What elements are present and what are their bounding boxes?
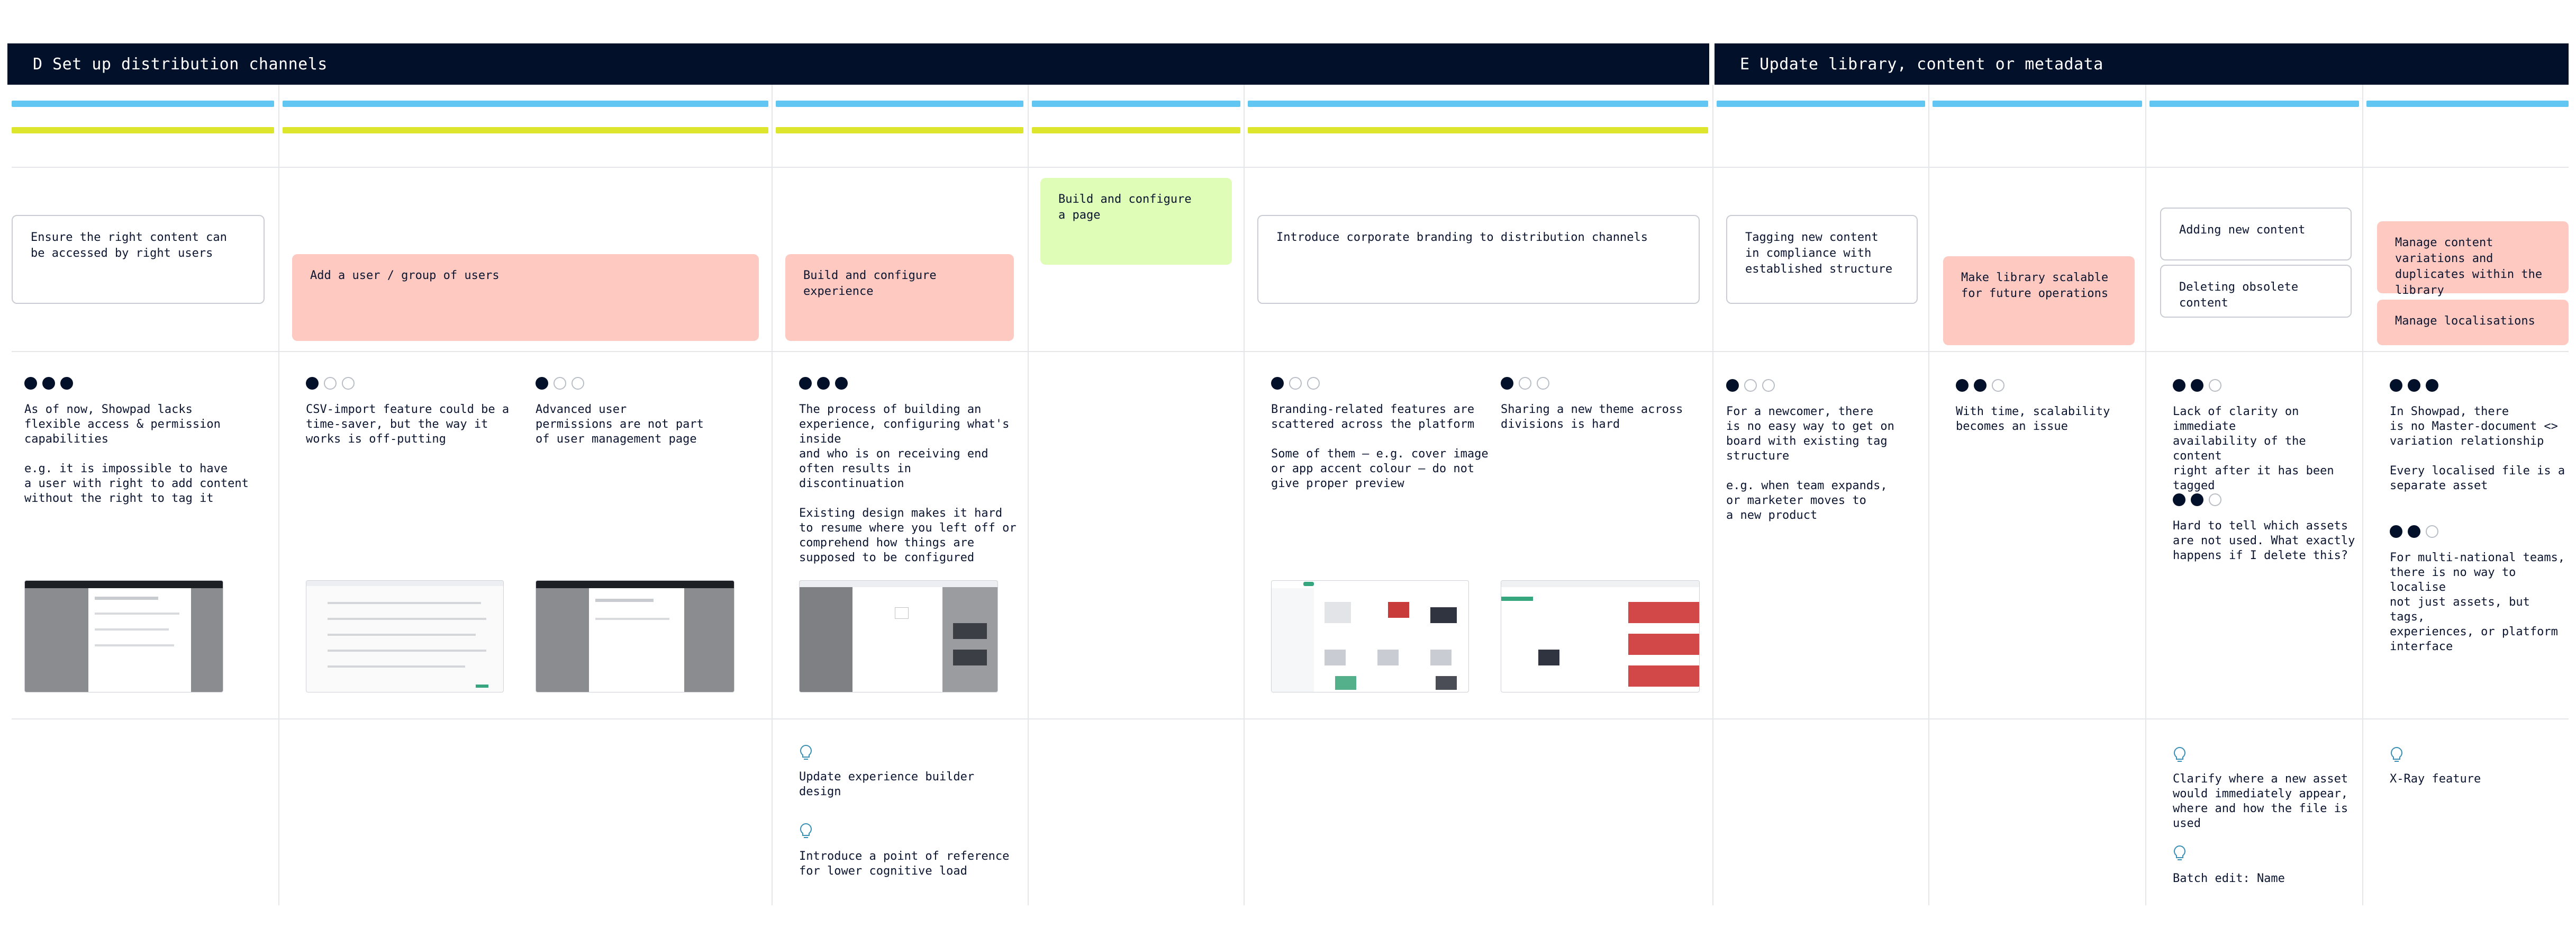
severity-dot-filled [2173, 493, 2185, 506]
pain-point-text: Lack of clarity on immediate availability of the content right after it has been tagged [2173, 405, 2334, 492]
severity-dot-empty [1537, 377, 1549, 390]
severity-dot-empty [1744, 379, 1757, 392]
severity-rating [1956, 379, 2004, 392]
severity-rating [799, 377, 848, 390]
phase-bar-blue [1032, 101, 1240, 107]
idea-text: Introduce a point of reference for lower cognitive load [799, 850, 1010, 878]
pain-point-text: Branding-related features are scattered across the platform Some of them — e.g. cover image or app accent colour — do not give proper preview [1271, 403, 1489, 490]
severity-dot-empty [572, 377, 584, 390]
section-title-d: D Set up distribution channels [33, 55, 328, 74]
goal-card: Add a user / group of users [292, 254, 759, 341]
idea-text: Clarify where a new asset would immediately appear, where and how the file is used [2173, 772, 2348, 830]
pain-point-text: For multi-national teams, there is no way to localise not just assets, but tags, experiences, or platform interface [2390, 551, 2565, 653]
screenshot-thumbnail[interactable] [1501, 580, 1700, 692]
goal-card: Manage content variations and duplicates within the library [2377, 221, 2569, 293]
row-divider [12, 167, 2569, 168]
screenshot-thumbnail[interactable] [1271, 580, 1469, 692]
column-divider [2362, 85, 2363, 905]
row-divider [12, 351, 2569, 352]
pain-point-text: The process of building an experience, configuring what's inside and who is on receiving end often results in discontinuation Existing design makes it hard to resume where you left off or comprehend how things are supposed to be configured [799, 403, 1017, 564]
pain-point-text: Sharing a new theme across divisions is hard [1501, 403, 1683, 431]
severity-dot-empty [1762, 379, 1775, 392]
goal-card: Adding new content [2160, 208, 2352, 260]
phase-bar-yellow [12, 127, 274, 133]
phase-bar-blue [776, 101, 1023, 107]
severity-rating [1271, 377, 1320, 390]
severity-dot-filled [1726, 379, 1739, 392]
severity-rating [2173, 493, 2221, 506]
severity-rating [2390, 525, 2438, 538]
severity-dot-filled [60, 377, 73, 390]
section-header-d [7, 43, 1709, 85]
phase-bar-yellow [1248, 127, 1708, 133]
idea-text: Batch edit: Name [2173, 872, 2285, 885]
column-divider [2145, 85, 2146, 905]
phase-bar-blue [1933, 101, 2142, 107]
severity-rating [536, 377, 584, 390]
severity-dot-empty [1519, 377, 1531, 390]
severity-dot-filled [2390, 379, 2402, 392]
column-divider [772, 85, 773, 905]
severity-rating [2390, 379, 2438, 392]
severity-dot-filled [2408, 379, 2420, 392]
goal-card: Make library scalable for future operations [1943, 256, 2135, 345]
severity-rating [1726, 379, 1775, 392]
severity-dot-empty [1992, 379, 2004, 392]
phase-bar-blue [1248, 101, 1708, 107]
column-divider [1712, 85, 1713, 905]
severity-rating [306, 377, 355, 390]
pain-point-text: In Showpad, there is no Master-document <> variation relationship Every localised file is a separate asset [2390, 405, 2565, 492]
severity-dot-filled [2426, 379, 2438, 392]
severity-dot-filled [2191, 379, 2203, 392]
severity-dot-filled [1271, 377, 1284, 390]
severity-dot-filled [2408, 525, 2420, 538]
severity-dot-filled [2173, 379, 2185, 392]
severity-dot-filled [42, 377, 55, 390]
column-divider [1928, 85, 1929, 905]
severity-dot-empty [2209, 379, 2221, 392]
row-divider [12, 718, 2569, 719]
lightbulb-icon [2173, 845, 2187, 863]
lightbulb-icon [2390, 746, 2403, 764]
phase-bar-blue [12, 101, 274, 107]
pain-point-text: As of now, Showpad lacks flexible access & permission capabilities e.g. it is impossible to have a user with right to add content without the right to tag it [24, 403, 249, 505]
severity-dot-filled [306, 377, 319, 390]
goal-card: Ensure the right content can be accessed by right users [12, 215, 265, 304]
severity-dot-filled [1956, 379, 1969, 392]
pain-point-text: With time, scalability becomes an issue [1956, 405, 2110, 433]
severity-dot-filled [1501, 377, 1513, 390]
severity-dot-filled [1974, 379, 1987, 392]
severity-rating [2173, 379, 2221, 392]
severity-dot-empty [324, 377, 337, 390]
lightbulb-icon [799, 823, 813, 841]
goal-card: Manage localisations [2377, 300, 2569, 345]
pain-point-text: Advanced user permissions are not part of user management page [536, 403, 704, 446]
idea-text: X-Ray feature [2390, 772, 2481, 786]
severity-dot-empty [342, 377, 355, 390]
goal-card: Deleting obsolete content [2160, 265, 2352, 318]
column-divider [1244, 85, 1245, 905]
pain-point-text: Hard to tell which assets are not used. What exactly happens if I delete this? [2173, 519, 2355, 562]
severity-dot-empty [554, 377, 566, 390]
phase-bar-blue [2149, 101, 2359, 107]
severity-dot-filled [817, 377, 830, 390]
column-divider [1028, 85, 1029, 905]
severity-dot-empty [2426, 525, 2438, 538]
lightbulb-icon [2173, 746, 2187, 764]
severity-dot-filled [835, 377, 848, 390]
phase-bar-yellow [1032, 127, 1240, 133]
phase-bar-blue [2366, 101, 2569, 107]
section-header-e [1715, 43, 2569, 85]
goal-card: Build and configure a page [1040, 178, 1232, 265]
goal-card: Introduce corporate branding to distribution channels [1257, 215, 1700, 304]
severity-dot-filled [24, 377, 37, 390]
severity-dot-filled [536, 377, 548, 390]
section-title-e: E Update library, content or metadata [1740, 55, 2103, 74]
severity-dot-filled [2390, 525, 2402, 538]
goal-card: Build and configure experience [785, 254, 1014, 341]
severity-dot-filled [2191, 493, 2203, 506]
severity-dot-empty [1307, 377, 1320, 390]
column-divider [278, 85, 279, 905]
lightbulb-icon [799, 744, 813, 762]
phase-bar-blue [1717, 101, 1925, 107]
severity-dot-empty [2209, 493, 2221, 506]
screenshot-thumbnail[interactable] [306, 580, 504, 692]
severity-rating [24, 377, 73, 390]
goal-card: Tagging new content in compliance with established structure [1726, 215, 1918, 304]
phase-bar-blue [283, 101, 768, 107]
pain-point-text: For a newcomer, there is no easy way to get on board with existing tag structure e.g. when team expands, or marketer moves to a new product [1726, 405, 1894, 522]
idea-text: Update experience builder design [799, 770, 975, 798]
screenshot-thumbnail[interactable] [24, 580, 223, 692]
severity-dot-empty [1289, 377, 1302, 390]
phase-bar-yellow [283, 127, 768, 133]
pain-point-text: CSV-import feature could be a time-saver, but the way it works is off-putting [306, 403, 510, 446]
phase-bar-yellow [776, 127, 1023, 133]
severity-dot-filled [799, 377, 812, 390]
severity-rating [1501, 377, 1549, 390]
screenshot-thumbnail[interactable] [536, 580, 734, 692]
screenshot-thumbnail[interactable] [799, 580, 998, 692]
